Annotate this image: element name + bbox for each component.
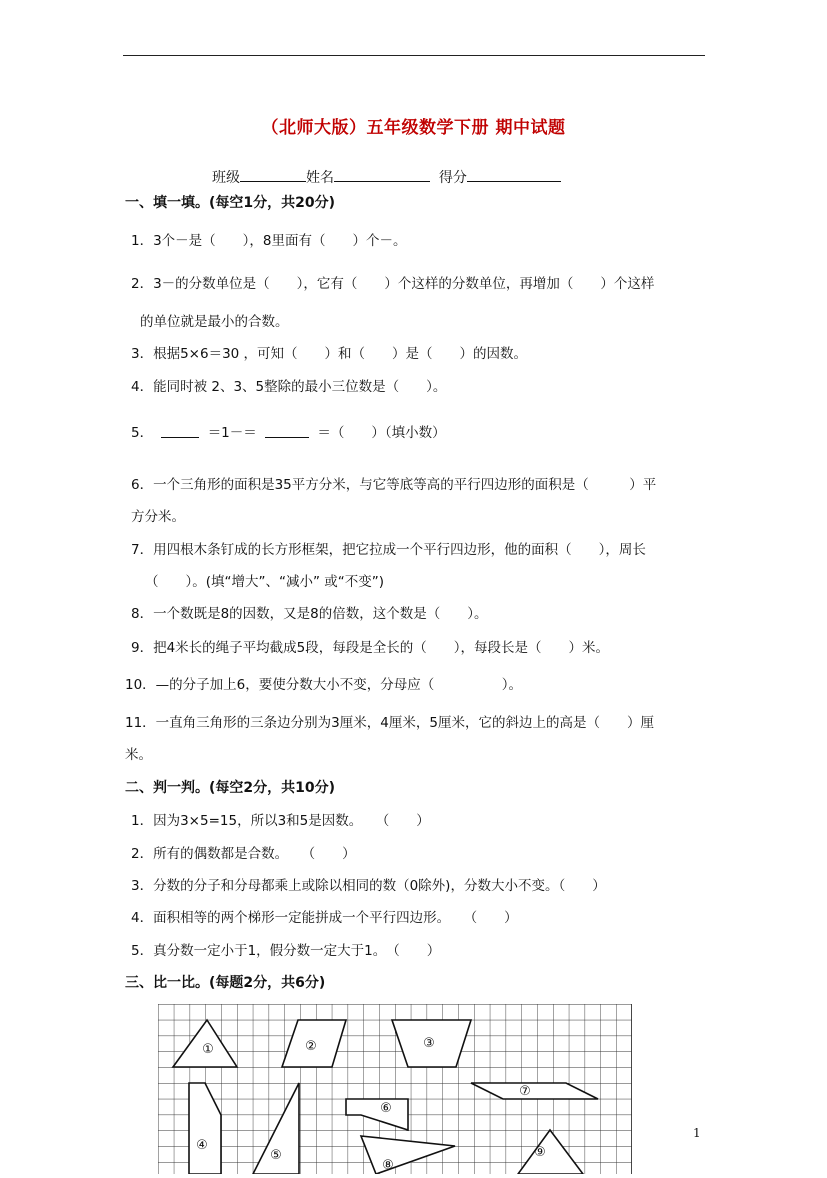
- s1-question-9: 9．把4米长的绳子平均截成5段，每段是全长的（ ），每段长是（ ）米。: [131, 640, 610, 656]
- shape-label-1: ①: [202, 1042, 214, 1057]
- shape-label-4: ④: [196, 1138, 208, 1153]
- class-label: 班级: [212, 170, 240, 186]
- s2-question-5: 5．真分数一定小于1，假分数一定大于1。 （ ）: [131, 943, 441, 959]
- score-label: 得分: [438, 170, 467, 186]
- s2-question-4: 4．面积相等的两个梯形一定能拼成一个平行四边形。 （ ）: [131, 910, 518, 926]
- shape-label-5: ⑤: [270, 1148, 282, 1163]
- section2-heading: 二、判一判。(每空2分，共10分): [125, 780, 336, 796]
- section1-heading: 一、填一填。(每空1分，共20分): [125, 195, 336, 211]
- page-title: （北师大版）五年级数学下册 期中试题: [261, 118, 566, 138]
- s1-question-7-line1: 7．用四根木条钉成的长方形框架，把它拉成一个平行四边形，他的面积（ ），周长: [131, 542, 646, 558]
- student-info-row: [212, 167, 561, 187]
- s1-question-11-line2: 米。: [125, 747, 152, 763]
- s1-question-3: 3．根据5×6＝30 ，可知（ ）和（ ）是（ ）的因数。: [131, 346, 528, 362]
- q5-fraction-blank-1: [161, 429, 199, 438]
- s1-question-2-line2: 的单位就是最小的合数。: [140, 314, 289, 330]
- q5-fraction-blank-2: [265, 429, 309, 438]
- q5-middle: ＝1－＝: [207, 425, 257, 441]
- shape-label-6: ⑥: [380, 1101, 392, 1116]
- s1-question-4: 4．能同时被 2、3、5整除的最小三位数是（ ）。: [131, 379, 447, 395]
- score-blank: [467, 167, 561, 182]
- s2-question-3: 3．分数的分子和分母都乘上或除以相同的数（0除外)，分数大小不变。（ ）: [131, 878, 606, 894]
- name-blank: [334, 167, 430, 182]
- shape-label-7: ⑦: [519, 1084, 531, 1099]
- s1-question-7-line2: （ ）。(填“增大”、“减小” 或“不变”): [145, 574, 385, 590]
- shape-label-2: ②: [305, 1039, 317, 1054]
- s2-question-1: 1．因为3×5=15，所以3和5是因数。 （ ）: [131, 813, 430, 829]
- page-number: 1: [693, 1126, 701, 1140]
- shape-label-3: ③: [423, 1036, 435, 1051]
- header-rule: [123, 55, 705, 56]
- s1-question-8: 8．一个数既是8的因数，又是8的倍数，这个数是（ ）。: [131, 606, 488, 622]
- s2-question-2: 2．所有的偶数都是合数。 （ ）: [131, 846, 356, 862]
- shape-grid-svg: [158, 1004, 632, 1174]
- s1-question-1: 1．3个－是（ ），8里面有（ ）个－。: [131, 233, 407, 249]
- s1-question-10: 10．—的分子加上6，要使分数大小不变，分母应（ ）。: [125, 677, 523, 693]
- s1-question-11-line1: 11．一直角三角形的三条边分别为3厘米，4厘米，5厘米，它的斜边上的高是（ ）厘: [125, 715, 654, 731]
- s1-question-6-line1: 6．一个三角形的面积是35平方分米，与它等底等高的平行四边形的面积是（ ）平: [131, 477, 657, 493]
- class-blank: [240, 167, 306, 182]
- shape-grid: [158, 1004, 632, 1178]
- shape-label-9: ⑨: [534, 1145, 546, 1160]
- section3-heading: 三、比一比。(每题2分，共6分): [125, 975, 326, 991]
- s1-question-5: [131, 424, 446, 442]
- q5-number: 5．: [131, 425, 154, 441]
- s1-question-6-line2: 方分米。: [131, 509, 185, 525]
- s1-question-2-line1: 2．3－的分数单位是（ ），它有（ ）个这样的分数单位，再增加（ ）个这样: [131, 276, 655, 292]
- q5-end: ＝（ ）（填小数）: [317, 425, 446, 441]
- shape-label-8: ⑧: [382, 1158, 394, 1173]
- name-label: 姓名: [306, 170, 334, 186]
